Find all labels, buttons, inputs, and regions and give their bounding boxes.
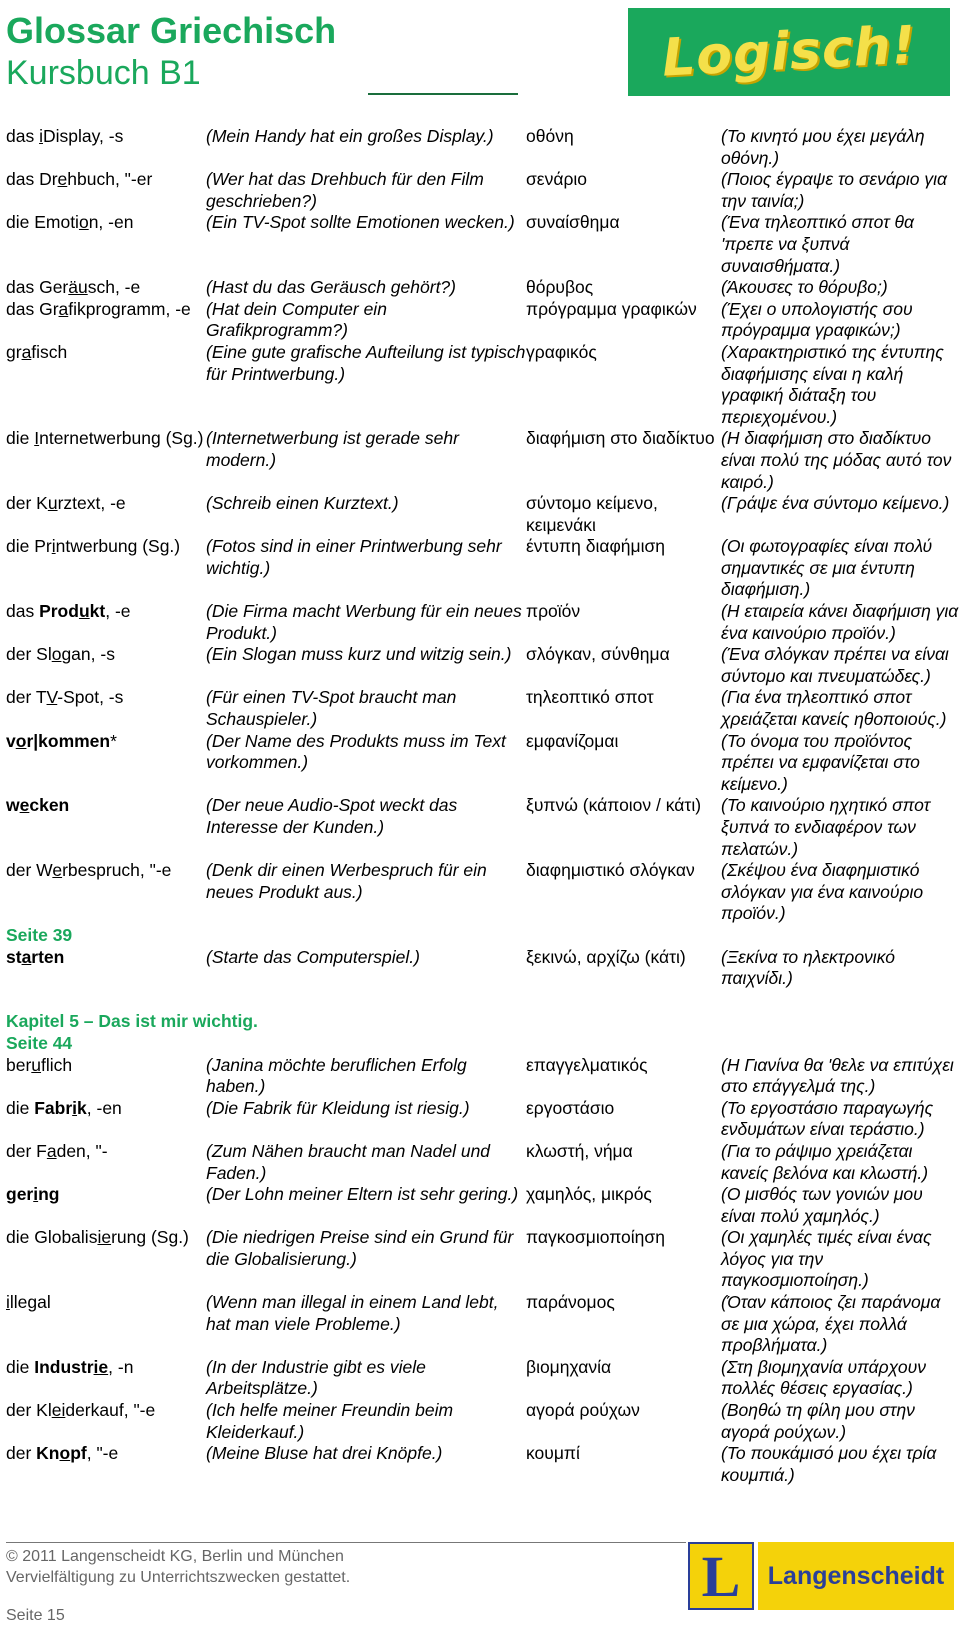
headword-segment: e	[19, 795, 30, 816]
headword-segment: *	[110, 730, 117, 751]
headword-segment: , -e	[105, 601, 131, 622]
greek-translation: γραφικός	[526, 341, 597, 362]
headword-segment: , -en	[86, 1097, 122, 1118]
german-example: (Meine Bluse hat drei Knöpfe.)	[206, 1443, 443, 1464]
german-example: (Der Lohn meiner Eltern ist sehr gering.)	[206, 1184, 519, 1205]
headword-segment: ger	[6, 1184, 34, 1205]
headword-segment: äu	[68, 277, 88, 298]
greek-example: (Το όνομα του προϊόντος πρέπει να εμφανίζεται στο κείμενο.)	[721, 730, 920, 794]
glossary-row	[0, 277, 960, 299]
greek-example: (Το πουκάμισό μου έχει τρία κουμπιά.)	[721, 1443, 937, 1485]
german-example: (Schreib einen Kurztext.)	[206, 493, 399, 514]
page-footer	[0, 1538, 960, 1628]
greek-translation: εμφανίζομαι	[526, 730, 619, 751]
headword-segment: der F	[6, 1140, 47, 1161]
headword-segment: r|kommen	[26, 730, 111, 751]
headword-segment: n, -en	[88, 212, 134, 233]
greek-example: (Γράψε ένα σύντομο κείμενο.)	[721, 493, 950, 514]
glossary-row	[0, 536, 960, 601]
headword-segment: fisch	[31, 341, 68, 362]
glossary-row	[0, 601, 960, 644]
german-headword	[0, 644, 206, 666]
greek-translation: επαγγελματικός	[526, 1054, 648, 1075]
headword-segment: fikprogramm, -e	[68, 298, 191, 319]
headword-segment: , "-e	[86, 1443, 119, 1464]
headword-segment: ei	[51, 1400, 66, 1421]
greek-example: (Ένα σλόγκαν πρέπει να είναι σύντομο και πνευματώδες.)	[721, 644, 949, 686]
greek-translation: εργοστάσιο	[526, 1097, 615, 1118]
glossary-rows-seite-44	[0, 1055, 960, 1487]
headword-segment: die	[6, 428, 35, 449]
greek-translation: σύντομο κείμενο, κειμενάκι	[526, 493, 658, 535]
german-example: (Ein Slogan muss kurz und witzig sein.)	[206, 644, 512, 665]
headword-segment: v	[6, 730, 16, 751]
headword-segment: die Globalis	[6, 1227, 98, 1248]
german-headword	[0, 1055, 206, 1077]
german-headword	[0, 687, 206, 709]
logisch-logo	[628, 8, 950, 96]
glossary-row	[0, 1400, 960, 1443]
glossary-row	[0, 493, 960, 536]
greek-example: (Ποιος έγραψε το σενάριο για την ταινία;)	[721, 169, 947, 211]
headword-segment: das	[6, 126, 40, 146]
greek-example: (Η διαφήμιση στο διαδίκτυο είναι πολύ της μόδας αυτό τον καιρό.)	[721, 428, 952, 492]
greek-example: (Για το ράψιμο χρειάζεται κανείς βελόνα και κλωστή.)	[721, 1140, 929, 1183]
german-example: (Wer hat das Drehbuch für den Film geschrieben?)	[206, 169, 484, 211]
greek-translation: προϊόν	[526, 601, 581, 622]
greek-translation: σενάριο	[526, 169, 588, 190]
page-header	[0, 0, 960, 110]
greek-translation: παγκοσμιοποίηση	[526, 1227, 665, 1248]
headword-segment: u	[47, 493, 58, 514]
greek-translation: διαφημιστικό σλόγκαν	[526, 860, 695, 881]
german-example: (Mein Handy hat ein großes Display.)	[206, 126, 494, 146]
headword-segment: i	[33, 1184, 39, 1205]
headword-segment: ie	[93, 1356, 109, 1377]
headword-segment: i	[51, 536, 56, 557]
page-subtitle: Kursbuch B1	[6, 54, 201, 92]
logo-letter: L	[701, 1543, 741, 1609]
german-headword	[0, 342, 206, 364]
headword-segment: Industr	[34, 1356, 94, 1377]
headword-segment: k	[77, 1097, 87, 1118]
german-headword	[0, 1443, 206, 1465]
glossary-row	[0, 1357, 960, 1400]
glossary-row	[0, 1055, 960, 1098]
glossary-row	[0, 126, 960, 169]
german-example: (Der neue Audio-Spot weckt das Interesse der Kunden.)	[206, 795, 458, 837]
glossary-row	[0, 1443, 960, 1486]
german-headword	[0, 493, 206, 515]
german-example: (Starte das Computerspiel.)	[206, 946, 420, 967]
greek-translation: σλόγκαν, σύνθημα	[526, 644, 670, 665]
langenscheidt-wordmark	[758, 1542, 954, 1610]
headword-segment: o	[51, 644, 62, 665]
german-headword	[0, 536, 206, 558]
german-example: (Janina möchte beruflichen Erfolg haben.)	[206, 1054, 467, 1097]
glossary-row	[0, 687, 960, 730]
glossary-row	[0, 644, 960, 687]
section-seite-44: Seite 44	[6, 1032, 73, 1053]
headword-segment: gan, -s	[61, 644, 115, 665]
german-example: (Ich helfe meiner Freundin beim Kleiderkauf.)	[206, 1400, 454, 1442]
glossary-row	[0, 1292, 960, 1357]
greek-example: (Σκέψου ένα διαφημιστικό σλόγκαν για ένα καινούριο προϊόν.)	[721, 860, 924, 924]
glossary-row	[0, 1227, 960, 1292]
german-headword	[0, 947, 206, 969]
headword-segment: hbuch, "-er	[67, 169, 153, 190]
headword-segment: rten	[31, 946, 65, 967]
german-example: (Eine gute grafische Aufteilung ist typisch für Printwerbung.)	[206, 341, 526, 384]
headword-segment: a	[21, 341, 32, 362]
german-headword	[0, 1357, 206, 1379]
headword-segment: a	[58, 298, 69, 319]
page-number: Seite 15	[6, 1607, 65, 1624]
headword-segment: die Pr	[6, 536, 52, 557]
german-headword	[0, 1184, 206, 1206]
footer-divider	[6, 1542, 686, 1543]
greek-example: (Ξεκίνα το ηλεκτρονικό παιχνίδι.)	[721, 946, 895, 989]
greek-example: (Στη βιομηχανία υπάρχουν πολλές θέσεις εργασίας.)	[721, 1356, 926, 1399]
german-headword	[0, 428, 206, 450]
headword-segment: ntwerbung (Sg.)	[55, 536, 181, 557]
greek-example: (Βοηθώ τη φίλη μου στην αγορά ρούχων.)	[721, 1400, 915, 1442]
logo-text: Logisch!	[660, 15, 918, 89]
headword-segment: i	[6, 1292, 10, 1313]
headword-segment: ber	[6, 1054, 32, 1075]
german-example: (In der Industrie gibt es viele Arbeitsplätze.)	[206, 1356, 426, 1399]
german-example: (Denk dir einen Werbespruch für ein neues Produkt aus.)	[206, 860, 487, 902]
headword-segment: Fabr	[34, 1097, 73, 1118]
headword-segment: den, "-	[56, 1140, 108, 1161]
greek-translation: ξυπνώ (κάποιον / κάτι)	[526, 795, 702, 816]
headword-segment: rung (Sg.)	[111, 1227, 189, 1248]
greek-translation: ξεκινώ, αρχίζω (κάτι)	[526, 946, 686, 967]
headword-segment: gr	[6, 341, 22, 362]
headword-segment: der T	[6, 687, 47, 708]
german-headword	[0, 1400, 206, 1422]
headword-segment: der	[6, 1443, 37, 1464]
page-title: Glossar Griechisch	[6, 10, 337, 51]
headword-segment: o	[59, 1443, 71, 1464]
german-headword	[0, 860, 206, 882]
glossary-table	[0, 126, 960, 1486]
headword-segment: rbespruch, "-e	[62, 860, 172, 881]
langenscheidt-logo	[688, 1542, 954, 1610]
section-kapitel-5: Kapitel 5 – Das ist mir wichtig.	[6, 1011, 258, 1032]
german-example: (Fotos sind in einer Printwerbung sehr wichtig.)	[206, 536, 502, 578]
german-example: (Für einen TV-Spot braucht man Schauspieler.)	[206, 687, 457, 730]
greek-translation: κουμπί	[526, 1443, 580, 1464]
headword-segment: -Spot, -s	[57, 687, 124, 708]
glossary-row	[0, 212, 960, 277]
greek-translation: τηλεοπτικό σποτ	[526, 687, 654, 708]
glossary-row	[0, 299, 960, 342]
glossary-row	[0, 860, 960, 925]
glossary-rows	[0, 126, 960, 925]
headword-segment: pf	[70, 1443, 87, 1464]
headword-segment: sch, -e	[87, 277, 141, 298]
headword-segment: a	[46, 1140, 57, 1161]
headword-segment: ie	[97, 1227, 112, 1248]
section-seite-39: Seite 39	[6, 924, 73, 945]
headword-segment: der K	[6, 493, 48, 514]
headword-segment: i	[39, 126, 43, 146]
greek-example: (Για ένα τηλεοπτικό σποτ χρειάζεται κανείς ηθοποιούς.)	[721, 687, 947, 730]
greek-example: (Έχει ο υπολογιστής σου πρόγραμμα γραφικών;)	[721, 298, 913, 341]
german-example: (Internetwerbung ist gerade sehr modern.)	[206, 428, 459, 470]
greek-example: (Ένα τηλεοπτικό σποτ θα 'πρεπε να ξυπνά συναισθήματα.)	[721, 212, 914, 276]
glossary-row	[0, 1184, 960, 1227]
greek-example: (Άκουσες το θόρυβο;)	[721, 277, 888, 298]
headword-segment: V	[46, 687, 58, 708]
headword-segment: llegal	[9, 1292, 51, 1313]
headword-segment: derkauf, "-e	[65, 1400, 156, 1421]
greek-example: (Ο μισθός των γονιών μου είναι πολύ χαμηλός.)	[721, 1184, 923, 1226]
german-headword	[0, 299, 206, 321]
german-headword	[0, 601, 206, 623]
headword-segment: flich	[41, 1054, 73, 1075]
headword-segment: u	[78, 601, 90, 622]
greek-translation: πρόγραμμα γραφικών	[526, 298, 697, 319]
german-headword	[0, 1141, 206, 1163]
german-headword	[0, 731, 206, 753]
greek-translation: χαμηλός, μικρός	[526, 1184, 652, 1205]
greek-example: (Χαρακτηριστικό της έντυπης διαφήμισης είναι η καλή γραφική διάταξη του περιεχομένου.)	[721, 341, 944, 427]
headword-segment: der W	[6, 860, 53, 881]
title-divider	[368, 93, 518, 95]
german-example: (Ein TV-Spot sollte Emotionen wecken.)	[206, 212, 515, 233]
headword-segment: st	[6, 946, 22, 967]
glossary-row	[0, 1098, 960, 1141]
german-headword	[0, 1227, 206, 1249]
headword-segment: w	[6, 795, 20, 816]
greek-example: (Το εργοστάσιο παραγωγής ενδυμάτων είναι τεράστιο.)	[721, 1097, 934, 1140]
headword-segment: o	[78, 212, 89, 233]
german-example: (Hast du das Geräusch gehört?)	[206, 277, 456, 298]
glossary-row	[0, 1141, 960, 1184]
greek-translation: θόρυβος	[526, 277, 594, 298]
headword-segment: die Emoti	[6, 212, 79, 233]
greek-translation: διαφήμιση στο διαδίκτυο	[526, 428, 715, 449]
spacer	[0, 990, 960, 1012]
greek-translation: αγορά ρούχων	[526, 1400, 640, 1421]
headword-segment: , -n	[108, 1356, 134, 1377]
greek-example: (Το κινητό μου έχει μεγάλη οθόνη.)	[721, 126, 925, 168]
greek-example: (Το καινούριο ηχητικό σποτ ξυπνά το ενδιαφέρον των πελατών.)	[721, 795, 931, 859]
headword-segment: cken	[29, 795, 70, 816]
langenscheidt-l-icon	[688, 1542, 754, 1610]
german-headword	[0, 1098, 206, 1120]
headword-segment: kt	[89, 601, 106, 622]
german-example: (Zum Nähen braucht man Nadel und Faden.)	[206, 1140, 491, 1183]
headword-segment: e	[52, 860, 63, 881]
greek-translation: παράνομος	[526, 1292, 615, 1313]
headword-segment: das	[6, 601, 40, 622]
headword-segment: ng	[38, 1184, 60, 1205]
german-headword	[0, 126, 206, 148]
copy-note: Vervielfältigung zu Unterrichtszwecken gestattet.	[6, 1569, 351, 1586]
glossary-row	[0, 342, 960, 428]
headword-segment: e	[57, 169, 68, 190]
headword-segment: das Ger	[6, 277, 69, 298]
greek-translation: βιομηχανία	[526, 1356, 612, 1377]
german-example: (Die Firma macht Werbung für ein neues Produkt.)	[206, 601, 522, 643]
headword-segment: die	[6, 1356, 35, 1377]
glossary-row	[0, 947, 960, 990]
glossary-row	[0, 795, 960, 860]
headword-segment: nternetwerbung (Sg.)	[39, 428, 204, 449]
greek-example: (Όταν κάποιος ζει παράνομα σε μια χώρα, έχει πολλά προβλήματα.)	[721, 1292, 941, 1356]
german-example: (Die niedrigen Preise sind ein Grund für die Globalisierung.)	[206, 1227, 514, 1269]
headword-segment: Prod	[39, 601, 79, 622]
headword-segment: der Sl	[6, 644, 52, 665]
glossary-rows-seite-39	[0, 947, 960, 990]
greek-example: (Η εταιρεία κάνει διαφήμιση για ένα καινούριο προϊόν.)	[721, 601, 959, 643]
greek-translation: οθόνη	[526, 126, 574, 146]
greek-example: (Οι χαμηλές τιμές είναι ένας λόγος για την παγκοσμιοποίηση.)	[721, 1227, 932, 1291]
greek-translation: κλωστή, νήμα	[526, 1140, 633, 1161]
glossary-row	[0, 169, 960, 212]
headword-segment: I	[34, 428, 40, 449]
german-example: (Wenn man illegal in einem Land lebt, hat man viele Probleme.)	[206, 1292, 499, 1334]
glossary-row	[0, 428, 960, 493]
headword-segment: o	[15, 730, 27, 751]
greek-translation: έντυπη διαφήμιση	[526, 536, 666, 557]
greek-example: (Οι φωτογραφίες είναι πολύ σημαντικές σε μια έντυπη διαφήμιση.)	[721, 536, 933, 600]
copyright-text: © 2011 Langenscheidt KG, Berlin und München	[6, 1548, 344, 1565]
headword-segment: Kn	[36, 1443, 60, 1464]
german-example: (Die Fabrik für Kleidung ist riesig.)	[206, 1097, 470, 1118]
german-headword	[0, 1292, 206, 1314]
headword-segment: das Gr	[6, 298, 59, 319]
headword-segment: die	[6, 1097, 35, 1118]
logo-word: Langenscheidt	[767, 1561, 945, 1590]
german-example: (Hat dein Computer ein Grafikprogramm?)	[206, 298, 387, 341]
greek-translation: συναίσθημα	[526, 212, 620, 233]
headword-segment: Display, -s	[42, 126, 124, 146]
german-example: (Der Name des Produkts muss im Text vorkommen.)	[206, 730, 506, 773]
german-headword	[0, 277, 206, 299]
headword-segment: i	[72, 1097, 78, 1118]
headword-segment: der Kl	[6, 1400, 52, 1421]
headword-segment: das Dr	[6, 169, 58, 190]
headword-segment: a	[21, 946, 32, 967]
headword-segment: rztext, -e	[57, 493, 126, 514]
greek-example: (Η Γιανίνα θα 'θελε να επιτύχει στο επάγγελμά της.)	[721, 1054, 954, 1097]
german-headword	[0, 795, 206, 817]
german-headword	[0, 169, 206, 191]
headword-segment: u	[31, 1054, 42, 1075]
german-headword	[0, 212, 206, 234]
glossary-row	[0, 731, 960, 796]
